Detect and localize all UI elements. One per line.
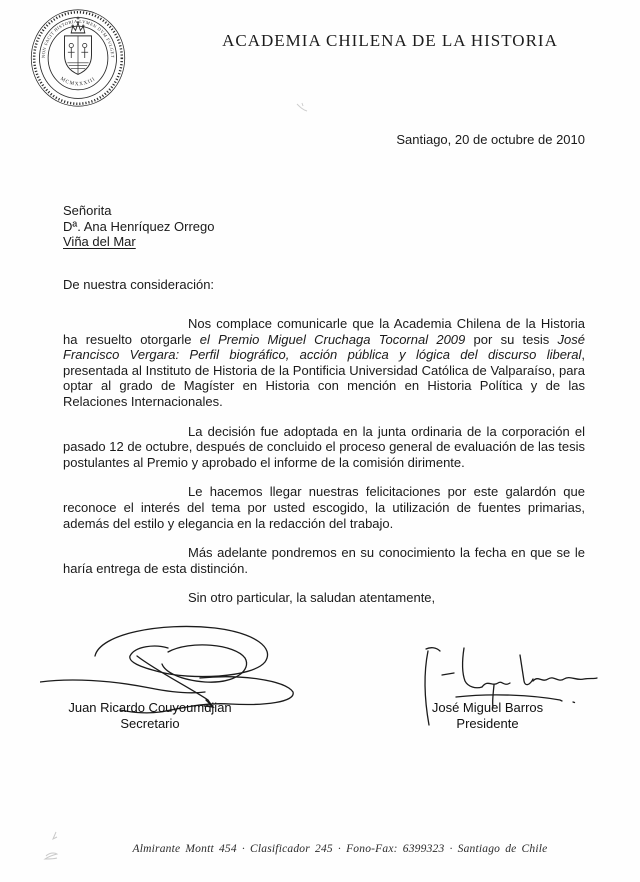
recipient-name: Dª. Ana Henríquez Orrego — [63, 218, 215, 234]
p1-text: por su tesis — [465, 331, 558, 347]
seal-motto-bottom: MCMXXXIII — [59, 76, 97, 88]
recipient-salutation: Señorita — [63, 203, 112, 218]
scan-smudge-icon — [293, 101, 311, 115]
secretary-block — [55, 700, 245, 732]
greeting-line: De nuestra consideración: — [63, 277, 215, 292]
academy-seal-icon — [25, 7, 131, 109]
paragraph-award — [63, 316, 585, 410]
p1-text: , presentada al Instituto de Historia de la Pontificia Universidad Católica de Valparaíso, para optar al grado de Magíster en Historia con mención en Historia Política y de las Relaciones Internacionales. — [63, 347, 585, 409]
president-name: José Miguel Barros — [431, 700, 544, 715]
letter-body — [63, 316, 585, 620]
paragraph-congratulations: Le hacemos llegar nuestras felicitaciones por este galardón que reconoce el interés del tema por usted escogido, la utilización de fuentes primarias, además del estilo y elegancia en la redacción del trabajo. — [63, 484, 585, 531]
president-role: Presidente — [456, 716, 519, 731]
secretary-name: Juan Ricardo Couyoumdjian — [68, 700, 232, 715]
award-name: el Premio Miguel Cruchaga Tocornal 2009 — [199, 331, 466, 347]
pencil-mark-icon — [40, 830, 70, 870]
recipient-city: Viña del Mar — [63, 234, 136, 249]
recipient-block — [63, 203, 215, 250]
paragraph-ceremony: Más adelante pondremos en su conocimiento la fecha en que se le haría entrega de esta distinción. — [63, 545, 585, 576]
closing-line: Sin otro particular, la saludan atentamente, — [188, 590, 436, 606]
thesis-title: José Francisco Vergara: Perfil biográfico, acción pública y lógica del discurso liberal — [63, 331, 585, 363]
secretary-role: Secretario — [120, 716, 180, 731]
organization-title: ACADEMIA CHILENA DE LA HISTORIA — [222, 31, 558, 50]
p1-text: Nos complace comunicarle que la Academia Chilena de la Historia ha resuelto otorgarle — [63, 316, 585, 347]
seal-motto-top: NON FACIT HISTORIA LVMEN DVM FVLGET — [40, 18, 116, 59]
paragraph-decision: La decisión fue adoptada en la junta ordinaria de la corporación el pasado 12 de octubre, después de concluido el proceso general de evaluación de las tesis postulantes al Premio y aprobado el informe de la comisión dirimente. — [63, 423, 585, 470]
date-line: Santiago, 20 de octubre de 2010 — [396, 132, 585, 147]
president-block — [400, 700, 575, 732]
footer-address: Almirante Montt 454 · Clasificador 245 · Fono-Fax: 6399323 · Santiago de Chile — [132, 843, 548, 855]
